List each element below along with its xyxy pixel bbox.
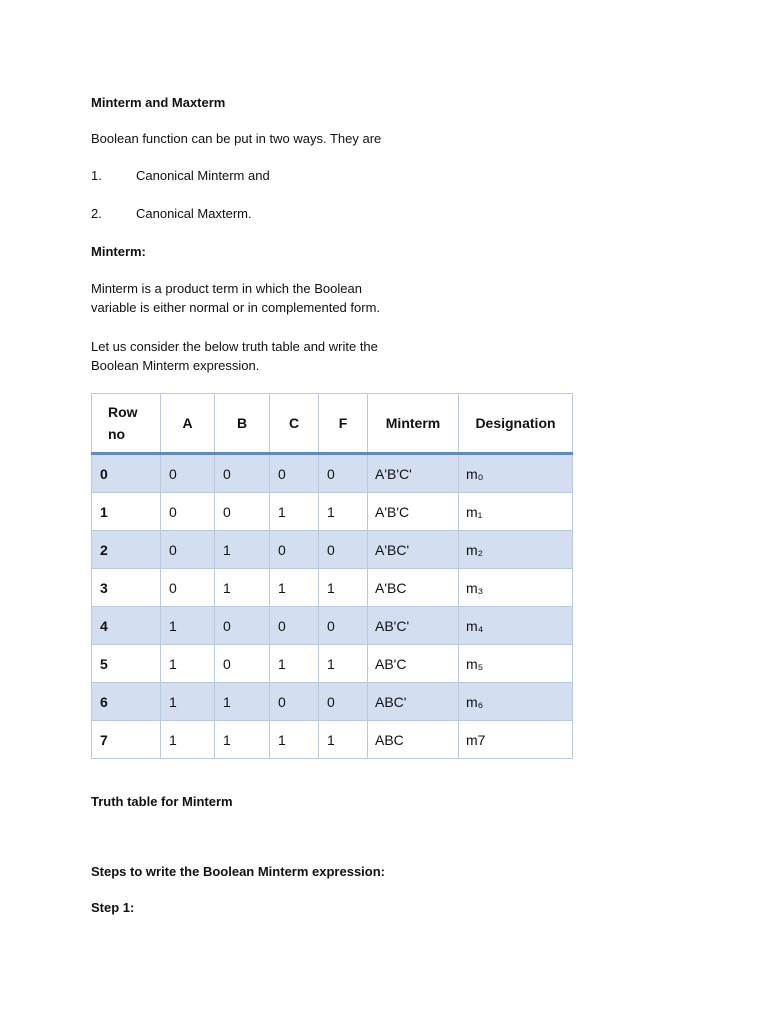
consider-line-2: Boolean Minterm expression. (91, 358, 260, 373)
cell-b: 1 (215, 531, 270, 569)
cell-row-no: 1 (92, 493, 161, 531)
cell-designation: m₂ (459, 531, 573, 569)
cell-b: 0 (215, 607, 270, 645)
list-item-text: Canonical Maxterm. (136, 206, 252, 221)
cell-b: 1 (215, 569, 270, 607)
cell-minterm: A'B'C (368, 493, 459, 531)
consider-line-1: Let us consider the below truth table and write the (91, 339, 378, 354)
table-row (92, 531, 573, 569)
header-f: F (319, 394, 368, 454)
list-item-text: Canonical Minterm and (136, 168, 270, 183)
cell-c: 0 (270, 454, 319, 493)
document-title: Minterm and Maxterm (91, 95, 226, 110)
table-row (92, 683, 573, 721)
list-item (91, 166, 491, 185)
cell-f: 1 (319, 493, 368, 531)
cell-designation: m₅ (459, 645, 573, 683)
cell-b: 1 (215, 721, 270, 759)
cell-designation: m₃ (459, 569, 573, 607)
table-row (92, 493, 573, 531)
cell-designation: m₆ (459, 683, 573, 721)
cell-a: 0 (161, 531, 215, 569)
cell-f: 0 (319, 607, 368, 645)
cell-a: 1 (161, 721, 215, 759)
cell-c: 1 (270, 493, 319, 531)
table-row (92, 607, 573, 645)
cell-row-no: 3 (92, 569, 161, 607)
cell-minterm: AB'C (368, 645, 459, 683)
intro-paragraph: Boolean function can be put in two ways. They are (91, 131, 382, 146)
cell-row-no: 4 (92, 607, 161, 645)
cell-row-no: 0 (92, 454, 161, 493)
table-row (92, 721, 573, 759)
list-item-number: 1. (91, 168, 102, 183)
cell-b: 1 (215, 683, 270, 721)
cell-f: 1 (319, 569, 368, 607)
cell-c: 1 (270, 569, 319, 607)
cell-f: 1 (319, 645, 368, 683)
cell-b: 0 (215, 454, 270, 493)
cell-c: 1 (270, 721, 319, 759)
cell-designation: m₁ (459, 493, 573, 531)
cell-designation: m7 (459, 721, 573, 759)
cell-row-no: 2 (92, 531, 161, 569)
steps-heading: Steps to write the Boolean Minterm expression: (91, 864, 385, 879)
table-row (92, 569, 573, 607)
cell-a: 1 (161, 645, 215, 683)
cell-a: 1 (161, 607, 215, 645)
table-row (92, 645, 573, 683)
cell-f: 1 (319, 721, 368, 759)
cell-minterm: A'B'C' (368, 454, 459, 493)
cell-minterm: A'BC (368, 569, 459, 607)
list-item (91, 204, 491, 223)
cell-f: 0 (319, 683, 368, 721)
definition-line-1: Minterm is a product term in which the Boolean (91, 281, 362, 296)
cell-c: 1 (270, 645, 319, 683)
cell-b: 0 (215, 493, 270, 531)
cell-f: 0 (319, 531, 368, 569)
table-row (92, 454, 573, 493)
header-a: A (161, 394, 215, 454)
cell-row-no: 5 (92, 645, 161, 683)
step-1-label: Step 1: (91, 900, 135, 915)
cell-c: 0 (270, 607, 319, 645)
cell-a: 0 (161, 454, 215, 493)
cell-designation: m₀ (459, 454, 573, 493)
header-row-no-line2: no (108, 426, 126, 442)
definition-line-2: variable is either normal or in complemented form. (91, 300, 381, 315)
cell-a: 0 (161, 569, 215, 607)
cell-minterm: ABC (368, 721, 459, 759)
minterm-heading: Minterm: (91, 244, 146, 259)
cell-c: 0 (270, 683, 319, 721)
header-b: B (215, 394, 270, 454)
cell-b: 0 (215, 645, 270, 683)
cell-minterm: ABC' (368, 683, 459, 721)
cell-row-no: 6 (92, 683, 161, 721)
header-row-no-line1: Row (108, 404, 138, 420)
header-designation: Designation (459, 394, 573, 454)
header-minterm: Minterm (368, 394, 459, 454)
list-item-number: 2. (91, 206, 102, 221)
truth-table (91, 393, 573, 759)
cell-minterm: AB'C' (368, 607, 459, 645)
table-header-row (92, 394, 573, 454)
table-caption: Truth table for Minterm (91, 794, 233, 809)
cell-c: 0 (270, 531, 319, 569)
cell-designation: m₄ (459, 607, 573, 645)
cell-a: 0 (161, 493, 215, 531)
cell-a: 1 (161, 683, 215, 721)
header-row-no (92, 394, 161, 454)
cell-minterm: A'BC' (368, 531, 459, 569)
header-c: C (270, 394, 319, 454)
cell-f: 0 (319, 454, 368, 493)
cell-row-no: 7 (92, 721, 161, 759)
